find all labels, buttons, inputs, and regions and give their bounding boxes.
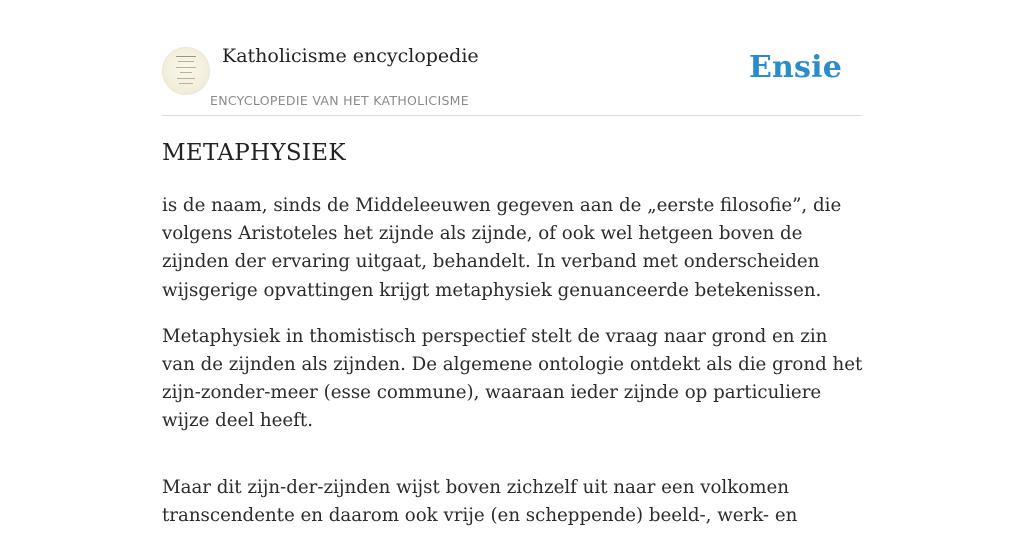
site-title-link[interactable]: Katholicisme encyclopedie: [222, 45, 479, 67]
entry-paragraph: is de naam, sinds de Middeleeuwen gegeven aan de „eerste filosofie”, die volgens Aristoteles het zijnde als zijnde, of ook wel hetgeen boven de zijnden der ervaring uitgaat, behandelt. In verband met onderscheiden wijsgerige opvattingen krijgt metaphysiek genuanceerde betekenissen.: [162, 195, 842, 301]
encyclopedia-cover-image[interactable]: [162, 47, 210, 95]
site-subtitle: ENCYCLOPEDIE VAN HET KATHOLICISME: [210, 93, 469, 108]
entry-paragraph: Metaphysiek in thomistisch perspectief stelt de vraag naar grond en zin van de zijnden als zijnden. De algemene ontologie ontdekt als die grond het zijn-zonder-meer (esse commune), waaraan ieder zijnde op particuliere wijze deel heeft.: [162, 325, 863, 432]
ensie-logo-link[interactable]: Ensie: [748, 50, 842, 85]
entry-body: [162, 192, 864, 548]
site-header: [162, 0, 862, 116]
content-column: [162, 0, 863, 526]
entry-paragraph: Maar dit zijn-der-zijnden wijst boven zichzelf uit naar een volkomen transcendente en daarom ook vrije (en scheppende) beeld-, werk- en: [162, 476, 798, 526]
entry-title: METAPHYSIEK: [162, 140, 346, 166]
